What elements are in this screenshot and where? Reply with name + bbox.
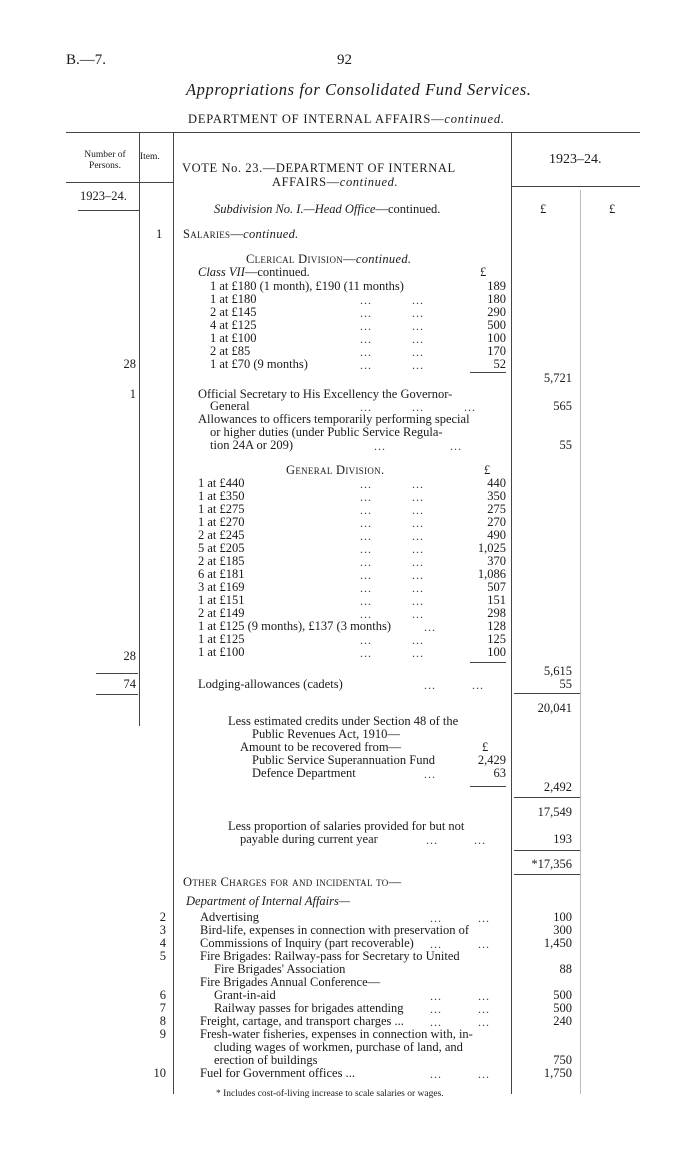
credits-total: 2,492 [543,780,572,794]
clerical-row-amount: 189 [487,279,506,293]
page-title: Appropriations for Consolidated Fund Services. [186,80,532,99]
clerical-row-amount: 170 [487,344,506,358]
item-column-rule [173,132,174,1094]
subtotal2-amount: 17,549 [537,805,572,819]
general-row-amount: 128 [487,619,506,633]
other-charge-amount: 300 [553,923,572,937]
general-row-amount: 275 [487,502,506,516]
item-column-header: Item. [140,152,160,162]
secretary-line2: General [210,399,250,413]
clerical-row-label: 1 at £70 (9 months) [210,357,308,371]
general-row-leaders: ... ... [360,581,424,595]
secretary-leaders: ... ... ... [360,400,476,414]
clerical-row-leaders: ... ... [360,319,424,333]
defence-leaders: ... [424,767,436,781]
clerical-row-amount: 100 [487,331,506,345]
department-heading: DEPARTMENT OF INTERNAL AFFAIRS—continued. [188,112,505,126]
class-seven-label: Class VII—continued. [198,265,310,279]
general-row-label: 1 at £151 [198,593,245,607]
table-top-rule [66,132,640,133]
clerical-row-amount: 290 [487,305,506,319]
subdivision-heading: Subdivision No. I.—Head Office—continued. [214,202,441,216]
other-charge-amount: 750 [553,1053,572,1067]
persons-year-label: 1923–24. [80,189,127,203]
general-row-label: 1 at £125 (9 months), £137 (3 months) [198,619,392,633]
clerical-row-label: 4 at £125 [210,318,257,332]
other-charge-label: Freight, cartage, and transport charges ... [200,1014,404,1028]
other-charge-amount: 1,750 [543,1066,572,1080]
general-row-leaders: ... ... [360,555,424,569]
year-header-rule [511,186,640,187]
general-row-label: 2 at £149 [198,606,245,620]
clerical-row-label: 1 at £180 (1 month), £190 (11 months) [210,279,404,293]
persons-column-rule [139,132,140,726]
other-charge-item-number: 9 [159,1027,166,1041]
other-charge-amount: 500 [553,988,572,1002]
proportion-line2: payable during current year [240,832,378,846]
pound-header-2: £ [609,202,616,216]
proportion-leaders: ... ... [426,833,486,847]
defence-amount: 63 [493,766,506,780]
page-reference: B.—7. [66,52,107,68]
general-row-leaders: ... ... [360,633,424,647]
general-row-leaders: ... ... [360,646,424,660]
other-charge-label: Fire Brigades' Association [214,962,346,976]
clerical-row-leaders: ... ... [360,358,424,372]
general-row-leaders: ... ... [360,607,424,621]
total-salaries-rule [514,850,580,851]
lodging-bottom-rule [96,694,138,695]
general-row-amount: 1,025 [477,541,506,555]
other-charges-department: Department of Internal Affairs— [186,894,351,908]
other-charge-label: Commissions of Inquiry (part recoverable) [200,936,414,950]
other-charge-item-number: 5 [159,949,166,963]
persons-year-rule [78,210,139,211]
clerical-division-heading: Clerical Division—continued. [246,252,412,266]
general-row-amount: 125 [487,632,506,646]
general-row-label: 1 at £270 [198,515,245,529]
proportion-amount: 193 [553,832,572,846]
general-row-amount: 100 [487,645,506,659]
general-row-leaders: ... ... [360,542,424,556]
general-row-label: 2 at £185 [198,554,245,568]
clerical-row-leaders: ... ... [360,332,424,346]
general-row-leaders: ... ... [360,568,424,582]
lodging-top-rule [96,673,138,674]
other-charge-label: Advertising [200,910,260,924]
other-charge-amount: 88 [559,962,572,976]
allowances-line2: or higher duties (under Public Service Regula- [210,425,443,439]
clerical-row-leaders: ... ... [360,306,424,320]
persons-header-rule [66,182,173,183]
other-charge-item-number: 10 [153,1066,166,1080]
subtotal2-rule [514,797,580,798]
credits-pound-sign: £ [482,740,489,754]
general-row-leaders: ... ... [360,594,424,608]
general-pound-sign: £ [484,463,491,477]
other-charge-leaders: ... ... [430,937,490,951]
general-row-leaders: ... ... [360,516,424,530]
other-charge-label: cluding wages of workmen, purchase of land, and [214,1040,463,1054]
other-charge-leaders: ... ... [430,1067,490,1081]
general-row-label: 6 at £181 [198,567,245,581]
other-charge-item-number: 2 [159,910,166,924]
page-number: 92 [337,52,352,68]
subtotal1-rule [514,693,580,694]
psf-amount: 2,429 [477,753,506,767]
general-row-amount: 151 [487,593,506,607]
subtotal1-amount: 20,041 [537,701,572,715]
allowances-line3: tion 24A or 209) [210,438,293,452]
salaries-heading: Salaries—continued. [183,227,299,241]
general-division-heading: General Division. [286,463,385,477]
other-charge-item-number: 4 [159,936,166,950]
general-row-leaders: ... ... [360,490,424,504]
general-row-label: 3 at £169 [198,580,245,594]
general-row-label: 1 at £275 [198,502,245,516]
general-sum-rule [470,662,506,663]
footnote: * Includes cost-of-living increase to scale salaries or wages. [216,1089,444,1099]
year-column-header: 1923–24. [549,152,602,167]
secretary-amount: 565 [553,399,572,413]
other-charge-label: Fresh-water fisheries, expenses in connection with, in- [200,1027,473,1041]
general-row-leaders: ... ... [360,529,424,543]
other-charge-amount: 240 [553,1014,572,1028]
total-salaries-amount: *17,356 [531,857,572,871]
credits-sum-rule [470,786,506,787]
lodging-leaders: ... ... [424,678,484,692]
general-row-amount: 507 [487,580,506,594]
clerical-row-label: 2 at £85 [210,344,251,358]
other-charge-label: Fuel for Government offices ... [200,1066,355,1080]
credits-line3: Amount to be recovered from— [240,740,402,754]
general-row-label: 1 at £100 [198,645,245,659]
general-row-leaders: ... [424,620,436,634]
other-charge-amount: 1,450 [543,936,572,950]
other-charge-label: erection of buildings [214,1053,318,1067]
other-charge-item-number: 8 [159,1014,166,1028]
other-charge-amount: 100 [553,910,572,924]
clerical-row-amount: 180 [487,292,506,306]
clerical-pound-sign: £ [480,265,487,279]
allowances-leaders: ... ... [374,439,462,453]
general-total: 5,615 [543,664,572,678]
amount-column-rule [511,132,512,1094]
secretary-line1: Official Secretary to His Excellency the Governor- [198,387,453,401]
clerical-row-label: 1 at £180 [210,292,257,306]
lodging-label: Lodging-allowances (cadets) [198,677,343,691]
general-row-amount: 440 [487,476,506,490]
clerical-row-leaders: ... ... [360,293,424,307]
credits-line1: Less estimated credits under Section 48 of the [228,714,459,728]
general-row-label: 1 at £350 [198,489,245,503]
general-persons: 28 [123,649,136,663]
other-charges-heading: Other Charges for and incidental to— [183,875,402,889]
proportion-line1: Less proportion of salaries provided for but not [228,819,465,833]
general-row-amount: 370 [487,554,506,568]
other-charge-leaders: ... ... [430,1002,490,1016]
general-row-leaders: ... ... [360,503,424,517]
other-charge-label: Railway passes for brigades attending [214,1001,404,1015]
pound-header-1: £ [540,202,547,216]
allowances-amount: 55 [559,438,572,452]
clerical-persons: 28 [123,357,136,371]
clerical-row-label: 2 at £145 [210,305,257,319]
persons-column-header: Number of Persons. [84,150,126,171]
salaries-item-number: 1 [156,227,163,241]
other-charge-amount: 500 [553,1001,572,1015]
other-charge-leaders: ... ... [430,1015,490,1029]
other-charge-item-number: 7 [159,1001,166,1015]
other-charge-item-number: 6 [159,988,166,1002]
lodging-amount: 55 [559,677,572,691]
allowances-line1: Allowances to officers temporarily performing special [198,412,470,426]
total-salaries-bottom-rule [514,874,580,875]
general-row-amount: 270 [487,515,506,529]
other-charge-label: Fire Brigades Annual Conference— [200,975,381,989]
clerical-row-label: 1 at £100 [210,331,257,345]
clerical-sum-rule [470,372,506,373]
subamount-column-rule [580,190,581,1094]
general-row-label: 1 at £125 [198,632,245,646]
psf-label: Public Service Superannuation Fund [252,753,435,767]
clerical-row-amount: 52 [493,357,506,371]
general-row-amount: 490 [487,528,506,542]
vote-title-line1: VOTE No. 23.—DEPARTMENT OF INTERNAL [182,161,456,175]
lodging-persons: 74 [123,677,136,691]
clerical-row-amount: 500 [487,318,506,332]
other-charge-leaders: ... ... [430,989,490,1003]
other-charge-label: Fire Brigades: Railway-pass for Secretary to United [200,949,460,963]
general-row-amount: 298 [487,606,506,620]
secretary-persons: 1 [129,387,136,401]
other-charge-label: Bird-life, expenses in connection with preservation of [200,923,470,937]
vote-title-line2: AFFAIRS—continued. [272,175,399,189]
other-charge-item-number: 3 [159,923,166,937]
credits-line2: Public Revenues Act, 1910— [252,727,400,741]
other-charge-leaders: ... ... [430,911,490,925]
clerical-total: 5,721 [543,371,572,385]
other-charge-label: Grant-in-aid [214,988,276,1002]
defence-label: Defence Department [252,766,356,780]
general-row-amount: 350 [487,489,506,503]
general-row-amount: 1,086 [477,567,506,581]
general-row-label: 1 at £440 [198,476,245,490]
general-row-leaders: ... ... [360,477,424,491]
general-row-label: 2 at £245 [198,528,245,542]
clerical-row-leaders: ... ... [360,345,424,359]
general-row-label: 5 at £205 [198,541,245,555]
